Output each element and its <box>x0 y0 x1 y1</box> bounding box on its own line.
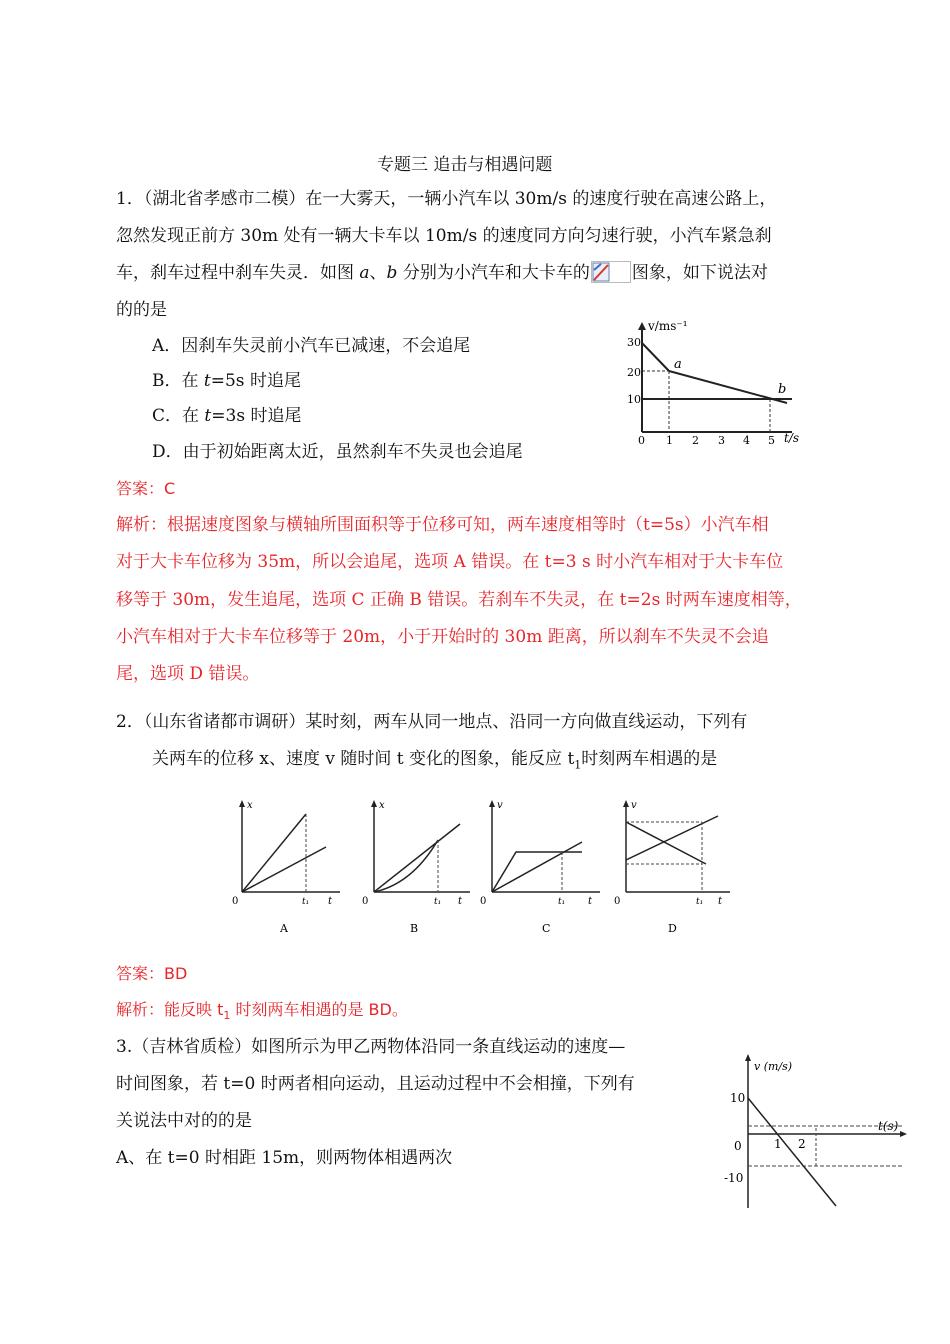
q2-graphs <box>222 792 742 942</box>
q1-chart-line-a-brake <box>642 343 669 371</box>
q2-c-ylabel: v <box>497 800 503 811</box>
q2-b-origin: 0 <box>362 896 369 907</box>
q1-chart-xtick-1: 1 <box>666 434 673 446</box>
q3-velocity-chart <box>718 1048 908 1216</box>
q2-b-tlabel: t <box>458 896 463 907</box>
q1-option-c-pre: C．在 <box>152 406 205 426</box>
q1-analysis-line-2: 对于大卡车位移为 35m，所以会追尾，选项 A 错误。在 t=3 s 时小汽车相对于大卡车位 <box>116 552 784 572</box>
q1-line-3-d: 图象，如下说法对 <box>631 263 768 283</box>
q1-analysis-line-3: 移等于 30m，发生追尾，选项 C 正确 B 错误。若刹车不失灵，在 t=2s 时两车速度相等， <box>116 590 802 610</box>
q2-line-1: 2．（山东省诸都市调研）某时刻，两车从同一地点、沿同一方向做直线运动，下列有 <box>116 712 748 732</box>
q1-chart-xtick-4: 4 <box>743 434 750 446</box>
q3-chart-y10: 10 <box>730 1091 746 1105</box>
q2-b-letter: B <box>410 922 419 935</box>
q1-chart-xlabel: t/s <box>784 431 800 445</box>
q3-chart-line-decreasing <box>748 1098 836 1206</box>
q3-line-1: 3.（吉林省质检）如图所示为甲乙两物体沿同一条直线运动的速度— <box>116 1037 626 1057</box>
q2-d-t1label: t₁ <box>696 897 704 907</box>
q1-line-3-c: 分别为小汽车和大卡车的 <box>397 263 590 283</box>
q2-line-2-b: 时刻两车相遇的是 <box>581 749 718 769</box>
q2-a-y-arrow <box>239 800 245 807</box>
inline-formula-image <box>591 261 631 283</box>
q1-option-b-pre: B．在 <box>152 371 204 391</box>
q3-chart-xlabel: t(s) <box>878 1119 899 1133</box>
q1-analysis-line-4: 小汽车相对于大卡车位移等于 20m，小于开始时的 30m 距离，所以刹车不失灵不会追 <box>116 627 769 647</box>
q2-answer: 答案：BD <box>116 964 188 983</box>
q2-analysis-a: 解析：能反映 t <box>116 1000 224 1019</box>
q2-graph-c <box>480 800 600 935</box>
q2-analysis <box>116 998 408 1028</box>
q3-chart-x2: 2 <box>798 1137 806 1151</box>
q3-chart-x-arrow <box>900 1131 907 1137</box>
q2-b-line <box>374 824 460 892</box>
q3-line-2: 时间图象，若 t=0 时两者相向运动，且运动过程中不会相撞，下列有 <box>116 1074 635 1094</box>
q2-a-line-1 <box>242 814 306 892</box>
q3-chart-x1: 1 <box>774 1137 782 1151</box>
q3-option-a: A、在 t=0 时相距 15m，则两物体相遇两次 <box>116 1148 453 1168</box>
q1-chart-xtick-5: 5 <box>768 434 775 446</box>
q2-c-line-2 <box>492 842 582 892</box>
q1-chart-xtick-3: 3 <box>718 434 725 446</box>
q1-chart-ytick-30: 30 <box>627 336 641 349</box>
q1-var-b: b <box>386 263 398 283</box>
q2-d-ylabel: v <box>631 800 637 811</box>
q1-line-3-a: 车，刹车过程中刹车失灵．如图 <box>116 263 360 283</box>
q2-graph-d <box>614 800 730 935</box>
q1-option-b-var: t <box>203 371 211 391</box>
q2-b-y-arrow <box>371 800 377 807</box>
q1-line-4: 的的是 <box>116 300 167 320</box>
q1-chart-xtick-2: 2 <box>692 434 699 446</box>
q2-d-letter: D <box>668 922 677 935</box>
q1-option-c-var: t <box>204 406 212 426</box>
q2-c-letter: C <box>542 922 551 935</box>
q2-graph-a <box>232 800 340 935</box>
q2-a-origin: 0 <box>232 896 239 907</box>
q2-c-line-1 <box>492 852 582 892</box>
q1-var-a: a <box>359 263 370 283</box>
q3-chart-y-arrow <box>745 1054 751 1061</box>
q1-option-a: A．因刹车失灵前小汽车已减速，不会追尾 <box>152 336 471 356</box>
q3-line-3: 关说法中对的的是 <box>116 1111 252 1131</box>
q1-analysis-line-5: 尾，选项 D 错误。 <box>116 664 260 684</box>
q2-analysis-sub: 1 <box>223 1009 231 1023</box>
q1-velocity-chart <box>622 316 808 446</box>
q1-option-b-post: =5s 时追尾 <box>210 371 301 391</box>
q2-c-t1label: t₁ <box>558 897 566 907</box>
q1-option-b <box>152 369 301 393</box>
q1-option-d: D．由于初始距离太近，虽然刹车不失灵也会追尾 <box>152 442 523 462</box>
q2-c-y-arrow <box>489 800 495 807</box>
q1-answer: 答案：C <box>116 479 176 498</box>
q2-c-origin: 0 <box>480 896 487 907</box>
q3-chart-yneg10: -10 <box>724 1171 744 1185</box>
q2-a-letter: A <box>280 922 288 935</box>
q1-line-3-b: 、 <box>369 263 387 283</box>
q2-b-ylabel: x <box>379 800 385 811</box>
page-title: 专题三 追击与相遇问题 <box>377 155 553 175</box>
q2-a-line-2 <box>242 847 326 892</box>
q1-option-c-post: =3s 时追尾 <box>211 406 302 426</box>
q2-a-ylabel: x <box>247 800 253 811</box>
q3-chart-ylabel: v (m/s) <box>754 1060 793 1073</box>
q2-d-y-arrow <box>623 800 629 807</box>
q1-chart-ylabel: v/ms⁻¹ <box>648 319 688 333</box>
q2-analysis-b: 时刻两车相遇的是 BD。 <box>230 1000 408 1019</box>
q2-d-tlabel: t <box>718 896 723 907</box>
q3-chart-y0: 0 <box>734 1139 742 1153</box>
q2-b-t1label: t₁ <box>434 897 442 907</box>
q1-chart-ytick-10: 10 <box>627 393 641 406</box>
q1-chart-ytick-20: 20 <box>627 366 641 379</box>
q2-line-2-sub: 1 <box>574 758 582 772</box>
q1-line-2: 忽然发现正前方 30m 处有一辆大卡车以 10m/s 的速度同方向匀速行驶，小汽车紧急刹 <box>116 226 772 246</box>
q1-analysis-line-1: 解析：根据速度图象与横轴所围面积等于位移可知，两车速度相等时（t=5s）小汽车相 <box>116 515 769 535</box>
q1-chart-y-arrow <box>638 322 646 330</box>
q2-line-2-a: 关两车的位移 x、速度 v 随时间 t 变化的图象，能反应 t <box>152 749 575 769</box>
q2-d-origin: 0 <box>614 896 621 907</box>
q1-line-1: 1．（湖北省孝感市二模）在一大雾天，一辆小汽车以 30m/s 的速度行驶在高速公路上， <box>116 189 777 209</box>
q1-chart-xtick-0: 0 <box>638 434 645 446</box>
q2-a-tlabel: t <box>328 896 333 907</box>
q2-a-t1label: t₁ <box>302 897 310 907</box>
q1-option-c <box>152 404 301 428</box>
q1-line-3 <box>116 261 768 285</box>
q2-graph-b <box>362 800 470 935</box>
q2-line-2 <box>152 747 717 777</box>
q2-d-line-up <box>626 816 718 860</box>
q1-chart-label-b: b <box>778 382 787 397</box>
q2-c-tlabel: t <box>588 896 593 907</box>
q1-chart-label-a: a <box>674 357 682 372</box>
